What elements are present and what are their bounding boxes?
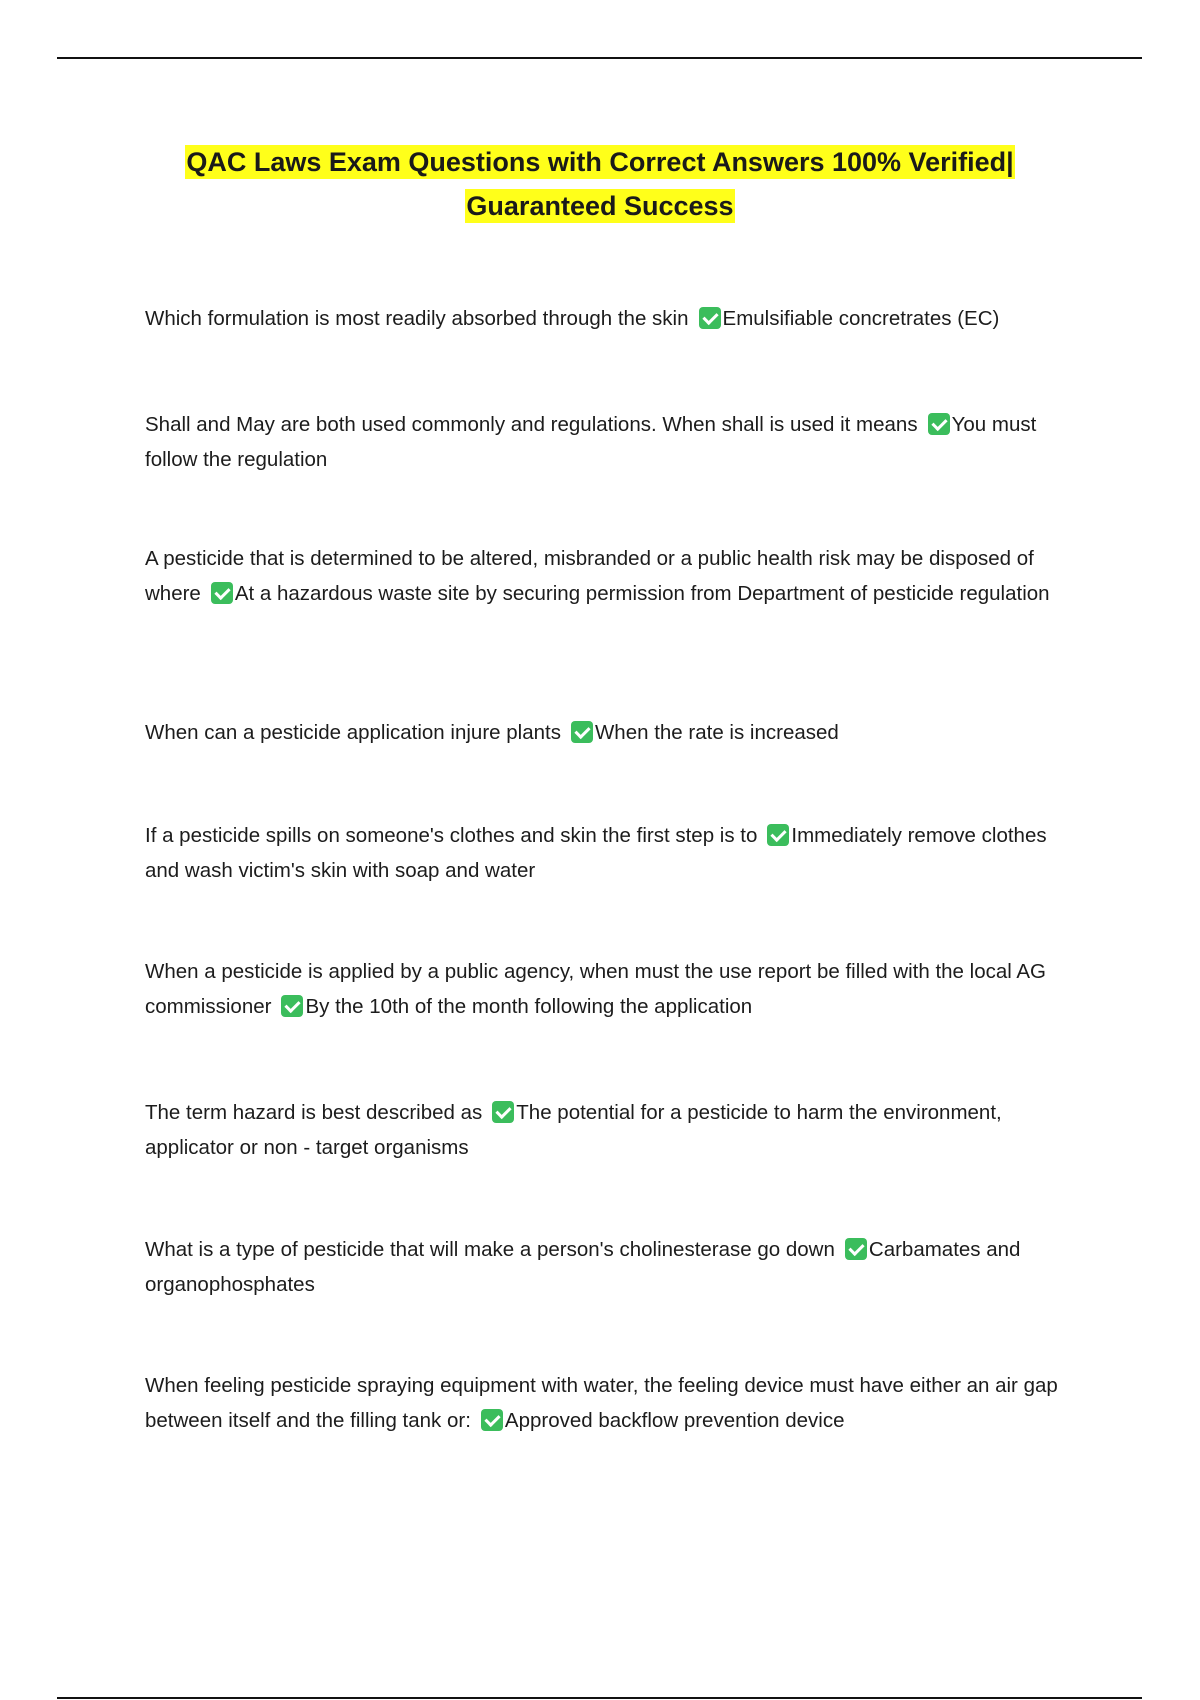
answer-text: You must follow the regulation [145, 413, 1037, 471]
question-text: If a pesticide spills on someone's clothes and skin the first step is to [145, 824, 758, 847]
title-line-2: Guaranteed Success [466, 191, 734, 221]
check-mark-icon [767, 824, 789, 846]
check-mark-icon [928, 413, 950, 435]
answer-text: At a hazardous waste site by securing permission from Department of pesticide regulation [234, 582, 1050, 605]
question-text: Which formulation is most readily absorbed through the skin [145, 307, 689, 330]
answer-text: When the rate is increased [594, 721, 839, 744]
qa-item-3 [145, 541, 1085, 611]
question-text: When a pesticide is applied by a public agency, when must the use report be filled with the local AG commissioner [145, 960, 1046, 1018]
header-rule [57, 57, 1142, 59]
qa-item-2 [145, 407, 1085, 477]
check-mark-icon [492, 1101, 514, 1123]
answer-text: The potential for a pesticide to harm the environment, applicator or non - target organisms [145, 1101, 1002, 1159]
answer-text: By the 10th of the month following the application [305, 995, 753, 1018]
question-text: What is a type of pesticide that will make a person's cholinesterase go down [145, 1238, 835, 1261]
question-text: Shall and May are both used commonly and regulations. When shall is used it means [145, 413, 918, 436]
qa-item-5 [145, 818, 1085, 888]
answer-text: Approved backflow prevention device [504, 1409, 845, 1432]
qa-item-7 [145, 1095, 1085, 1165]
check-mark-icon [281, 995, 303, 1017]
question-text: The term hazard is best described as [145, 1101, 483, 1124]
document-title [100, 140, 1100, 228]
check-mark-icon [481, 1409, 503, 1431]
answer-text: Immediately remove clothes and wash victim's skin with soap and water [145, 824, 1047, 882]
qa-item-4 [145, 715, 1085, 750]
qa-item-9 [145, 1368, 1085, 1438]
question-text: A pesticide that is determined to be altered, misbranded or a public health risk may be disposed of where [145, 547, 1034, 605]
qa-item-1 [145, 301, 1085, 336]
answer-text: Emulsifiable concretrates (EC) [722, 307, 1000, 330]
qa-item-8 [145, 1232, 1085, 1302]
check-mark-icon [571, 721, 593, 743]
footer-rule [57, 1697, 1142, 1699]
qa-item-6 [145, 954, 1085, 1024]
check-mark-icon [699, 307, 721, 329]
check-mark-icon [845, 1238, 867, 1260]
check-mark-icon [211, 582, 233, 604]
question-text: When feeling pesticide spraying equipment with water, the feeling device must have either an air gap between itself and the filling tank or: [145, 1374, 1058, 1432]
title-line-1: QAC Laws Exam Questions with Correct Answers 100% Verified| [186, 147, 1014, 177]
question-text: When can a pesticide application injure plants [145, 721, 561, 744]
answer-text: Carbamates and organophosphates [145, 1238, 1021, 1296]
